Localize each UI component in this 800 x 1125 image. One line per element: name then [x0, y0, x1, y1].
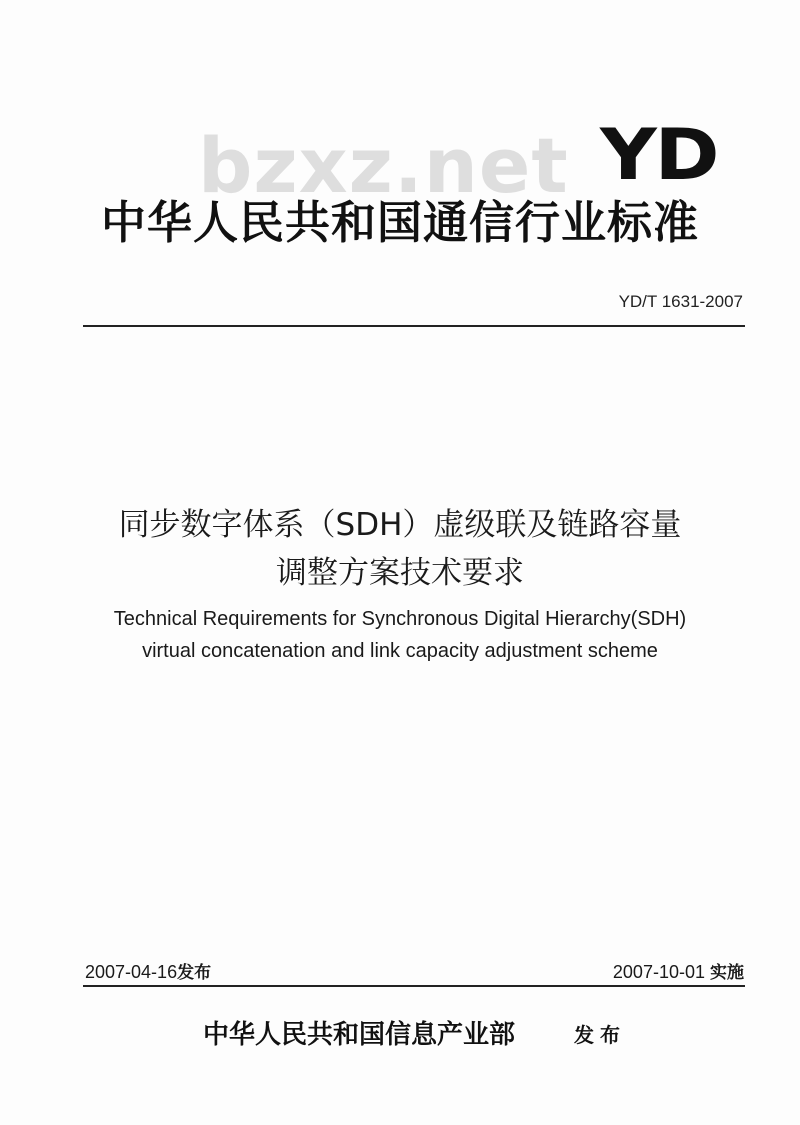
org-title: 中华人民共和国通信行业标准: [100, 196, 699, 249]
top-divider: [83, 325, 745, 327]
release-date-value: 2007-04-16: [85, 962, 178, 982]
title-cn-line1: 同步数字体系（SDH）虚级联及链路容量: [118, 507, 682, 543]
title-en-line1: Technical Requirements for Synchronous Digital Hierarchy(SDH): [113, 608, 687, 630]
effective-date: [613, 958, 744, 983]
issue-word: 发布: [574, 1023, 626, 1047]
release-label: 发布: [177, 963, 212, 983]
watermark: bzxz.net: [198, 121, 569, 210]
title-cn-line2: 调整方案技术要求: [276, 555, 524, 591]
title-en-line2: virtual concatenation and link capacity adjustment scheme: [142, 640, 658, 662]
yd-logo: YD: [600, 114, 718, 196]
effective-label: 实施: [710, 963, 744, 983]
bottom-divider: [83, 985, 745, 987]
standard-number: YD/T 1631-2007: [618, 292, 743, 311]
issuer-name: 中华人民共和国信息产业部: [203, 1020, 516, 1050]
release-date: [85, 958, 211, 983]
effective-date-value: 2007-10-01: [612, 962, 705, 982]
